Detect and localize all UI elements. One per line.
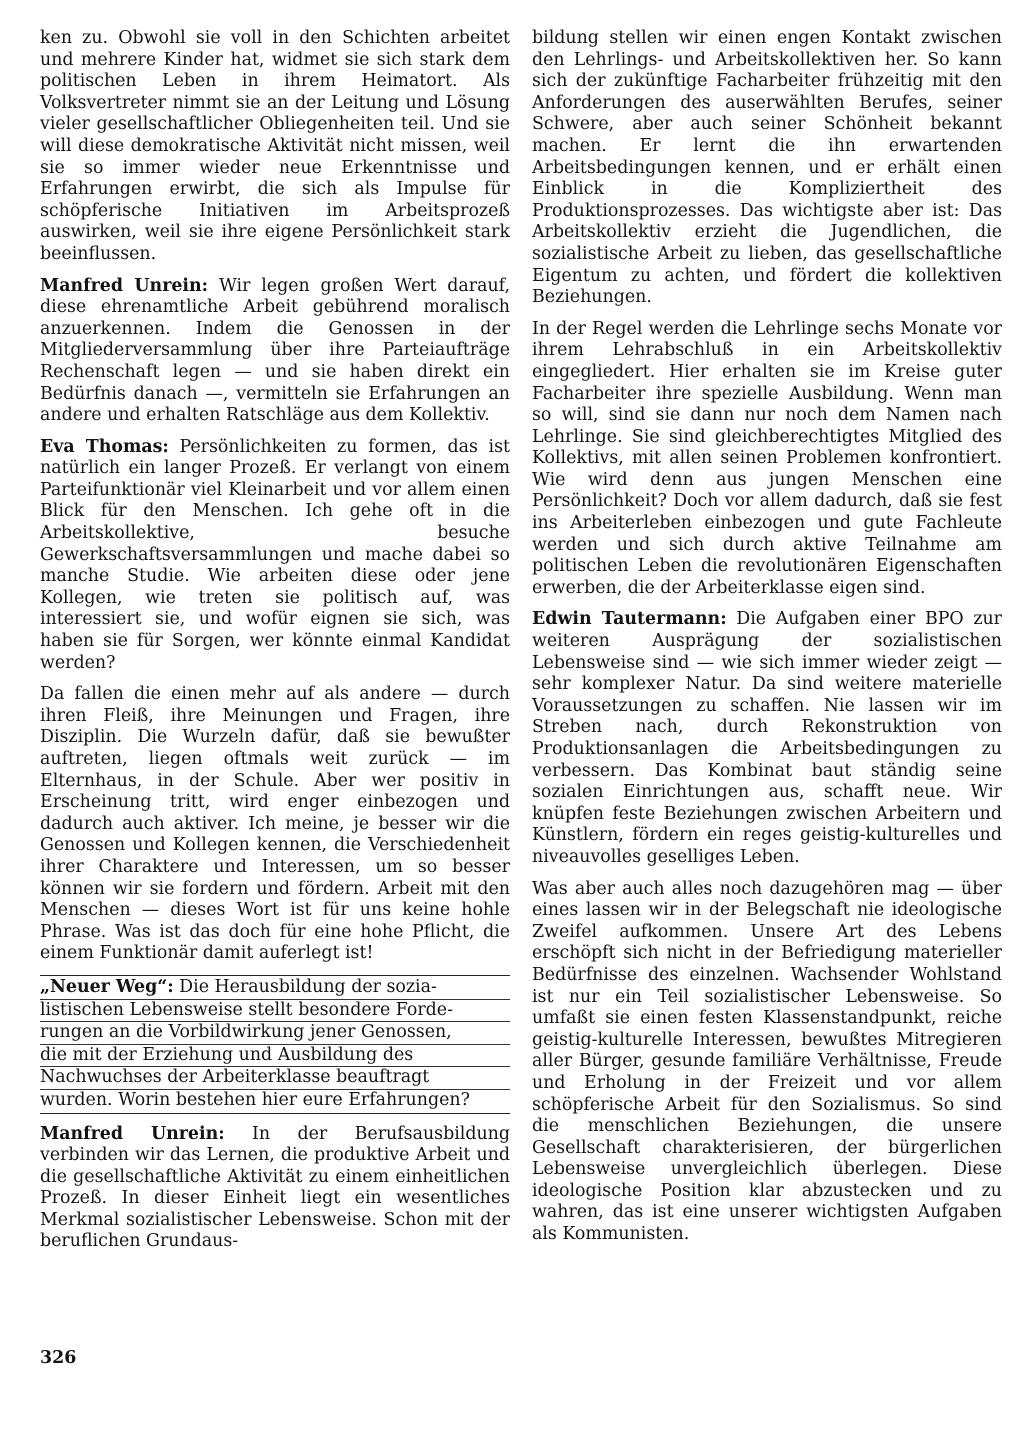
paragraph-text: In der Berufsausbildung verbinden wir das Lernen, die produktive Arbeit und die gesellschaftliche Aktivität zu einem einheitlichen Prozeß. In dieser Einheit liegt ein wesentliches Merkmal sozialistischer Lebensweise. Schon mit der beruflichen Grundaus- [40,1123,510,1252]
paragraph-text: Wir legen großen Wert darauf, diese ehrenamtliche Arbeit gebührend moralisch anzuerkennen. Indem die Genossen in der Mitgliederversammlung über ihre Parteiaufträge Rechenschaft legen — und sie haben direkt ein Bedürfnis danach —, vermitteln sie Erfahrungen an andere und erhalten Ratschläge aus dem Kollektiv. [40,275,510,426]
paragraph-text: Persönlichkeiten zu formen, das ist natürlich ein langer Prozeß. Er verlangt von einem Parteifunktionär viel Kleinarbeit und vor allem einen Blick für den Menschen. Ich gehe oft in die Arbeitskollektive, besuche Gewerkschaftsversammlungen und mache dabei so manche Studie. Wie arbeiten diese oder jene Kollegen, wie treten sie politisch auf, was interessiert sie, und wofür eignen sie sich, was haben sie für Sorgen, wer könnte einmal Kandidat werden? [40,436,510,673]
page-number: 326 [40,1348,77,1368]
question-line: rungen an die Vorbildwirkung jener Genossen, [40,1022,510,1045]
speaker-name: „Neuer Weg“: [40,976,174,997]
left-column [40,28,510,1263]
paragraph-manfred-unrein-1 [40,276,510,427]
paragraph-manfred-unrein-2 [40,1124,510,1254]
speaker-name: Eva Thomas: [40,436,169,457]
question-line: wurden. Worin bestehen hier eure Erfahrungen? [40,1089,470,1110]
paragraph-lebensweise: Was aber auch alles noch dazugehören mag — über eines lassen wir in der Belegschaft nie ideologische Zweifel aufkommen. Unsere Art des Lebens erschöpft sich nicht in der Befriedigung materieller Bedürfnisse des einzelnen. Wachsender Wohlstand ist nur ein Teil sozialistischer Lebensweise. So umfaßt sie einen festen Klassenstandpunkt, reiche geistig-kulturelle Interessen, bewußtes Mitregieren aller Bürger, gesunde familiäre Verhältnisse, Freude und Erholung in der Freizeit und vor allem schöpferische Arbeit für den Sozialismus. So sind die menschlichen Beziehungen, die unsere Gesellschaft charakterisieren, der bürgerlichen Lebensweise unvergleichlich überlegen. Diese ideologische Position klar abzustecken und zu wahren, das ist eine unserer wichtigsten Aufgaben als Kommunisten. [532,878,1002,1245]
question-line: Nachwuchses der Arbeiterklasse beauftragt [40,1067,510,1090]
paragraph-eva-thomas-continued: Da fallen die einen mehr auf als andere — durch ihren Fleiß, ihre Meinungen und Fragen, ihre Disziplin. Die Wurzeln dafür, daß sie bewußter auftreten, liegen oftmals weit zurück — im Elternhaus, in der Schule. Aber wer positiv in Erscheinung tritt, wird enger einbezogen und dadurch auch aktiver. Ich meine, je besser wir die Genossen und Kollegen kennen, die Verschiedenheit ihrer Charaktere und Interessen, um so besser können wir sie fordern und fördern. Arbeit mit den Menschen — dieses Wort ist für uns keine hohle Phrase. Was ist das doch für eine hohe Pflicht, die einem Funktionär damit auferlegt ist! [40,684,510,964]
question-line: die mit der Erziehung und Ausbildung des [40,1045,510,1068]
question-line: listischen Lebensweise stellt besondere Forde- [40,1000,510,1023]
question-line [40,977,510,1000]
speaker-name: Manfred Unrein: [40,275,209,296]
paragraph-text: Die Aufgaben einer BPO zur weiteren Ausprägung der sozialistischen Lebensweise sind — wie sich immer wieder zeigt — sehr komplexer Natur. Da sind weitere materielle Voraussetzungen zu schaffen. Nie lassen wir im Streben nach, durch Rekonstruktion von Produktionsanlagen die Arbeitsbedingungen zu verbessern. Das Kombinat baut ständig seine sozialen Einrichtungen aus, schafft neue. Wir knüpfen feste Beziehungen zwischen Arbeitern und Künstlern, fördern ein reges geistig-kulturelles und niveauvolles geselliges Leben. [532,609,1002,867]
speaker-name: Edwin Tautermann: [532,609,727,630]
paragraph-edwin-tautermann [532,609,1002,868]
paragraph-berufsausbildung: bildung stellen wir einen engen Kontakt zwischen den Lehrlings- und Arbeitskollektiven her. So kann sich der zukünftige Facharbeiter frühzeitig mit den Anforderungen des auserwählten Berufes, seiner Schwere, aber auch seiner Schönheit bekannt machen. Er lernt die ihn erwartenden Arbeitsbedingungen kennen, und er erhält einen Einblick in die Kompliziertheit des Produktionsprozesses. Das wichtigste aber ist: Das Arbeitskollektiv erzieht die Jugendlichen, die sozialistische Arbeit zu lieben, das gesellschaftliche Eigentum zu achten, und fördert die kollektiven Beziehungen. [532,28,1002,308]
paragraph-continuation: ken zu. Obwohl sie voll in den Schichten arbeitet und mehrere Kinder hat, widmet sie sich stark dem politischen Leben in ihrem Heimatort. Als Volksvertreter nimmt sie an der Leitung und Lösung vieler gesellschaftlicher Obliegenheiten teil. Und sie will diese demokratische Aktivität nicht missen, weil sie so immer wieder neue Erkenntnisse und Erfahrungen erwirbt, die sich als Impulse für schöpferische Initiativen im Arbeitsprozeß auswirken, weil sie ihre eigene Persönlichkeit stark beeinflussen. [40,28,510,264]
paragraph-lehrlinge: In der Regel werden die Lehrlinge sechs Monate vor ihrem Lehrabschluß in ein Arbeitskollektiv eingegliedert. Hier erhalten sie im Kreise guter Facharbeiter ihre spezielle Ausbildung. Wenn man so will, sind sie dann nur noch dem Namen nach Lehrlinge. Sie sind gleichberechtigtes Mitglied des Kollektivs, mit allen seinen Problemen konfrontiert. Wie wird denn aus jungen Menschen eine Persönlichkeit? Doch vor allem dadurch, daß sie fest ins Arbeiterleben einbezogen und gute Fachleute werden und sich durch aktive Teilnahme am politischen Leben die revolutionären Eigenschaften erwerben, die der Arbeiterklasse eigen sind. [532,318,1002,598]
interviewer-question [40,975,510,1114]
right-column [532,28,1002,1256]
speaker-name: Manfred Unrein: [40,1123,225,1144]
paragraph-eva-thomas [40,437,510,675]
question-text: Die Herausbildung der sozia- [173,976,437,997]
